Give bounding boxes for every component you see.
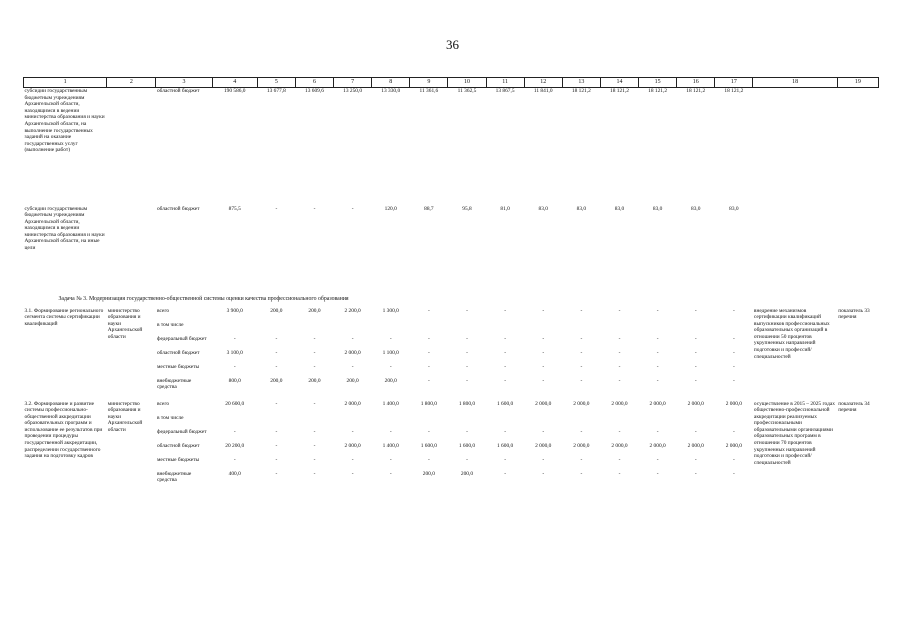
- empty-cell: [107, 206, 156, 292]
- amount-cell: 2 000,0: [649, 400, 666, 407]
- amount-cell: -: [313, 363, 316, 370]
- column-number-header: 11: [486, 78, 524, 88]
- column-number-header: 3: [156, 78, 212, 88]
- amount-cell: 1 600,0: [458, 442, 476, 449]
- amount-cell: -: [466, 307, 468, 314]
- amount-cell: -: [427, 363, 430, 370]
- amount-cell: [372, 415, 410, 429]
- amount-cell: -: [275, 456, 278, 463]
- amount-cell: -: [618, 456, 621, 463]
- amount-cell: 20 600,0: [225, 400, 245, 407]
- amount-cell: [639, 322, 677, 336]
- amount-cell: [295, 322, 333, 336]
- amount-cell: 3 100,0: [226, 349, 243, 356]
- amount-cell: -: [694, 377, 697, 384]
- amount-cell: -: [580, 363, 583, 370]
- amount-cell: [600, 415, 638, 429]
- amount-cell: 13 250,0: [343, 88, 363, 94]
- amount-cell: 2 000,0: [725, 442, 742, 449]
- amount-cell: 83,0: [576, 205, 587, 212]
- amount-cell: -: [275, 205, 278, 212]
- amount-cell: 1 600,0: [420, 442, 437, 449]
- amount-cell: -: [618, 307, 621, 314]
- measure-result: осуществление в 2015 – 2025 годах общественно-профессиональной аккредитации реализуемых профессиональными образовательными организациями образовательных программ в отношении 70 процентов укрупненных направлений подготовки и профессий/ специальностей: [753, 400, 835, 466]
- amount-cell: -: [275, 442, 278, 449]
- column-number-header: 2: [107, 78, 156, 88]
- column-number-header: 8: [372, 78, 410, 88]
- amount-cell: -: [389, 428, 392, 435]
- amount-cell: -: [504, 428, 506, 435]
- amount-cell: -: [694, 349, 697, 356]
- amount-cell: -: [466, 428, 468, 435]
- empty-cell: [107, 88, 156, 206]
- amount-cell: -: [694, 363, 697, 370]
- amount-cell: -: [466, 377, 468, 384]
- amount-cell: -: [580, 456, 583, 463]
- column-number-header: 7: [334, 78, 372, 88]
- amount-cell: -: [732, 363, 735, 370]
- table-body: [24, 88, 879, 485]
- amount-cell: [715, 415, 753, 429]
- amount-cell: [677, 322, 715, 336]
- amount-cell: -: [427, 349, 430, 356]
- amount-cell: -: [618, 428, 621, 435]
- amount-cell: 2 000,0: [611, 442, 628, 449]
- amount-cell: 83,0: [538, 205, 548, 212]
- amount-cell: -: [389, 363, 392, 370]
- amount-cell: [334, 322, 372, 336]
- funding-source: областной бюджет: [156, 88, 200, 94]
- amount-cell: -: [542, 428, 545, 435]
- amount-cell: 875,5: [228, 205, 241, 212]
- amount-cell: 2 000,0: [344, 442, 361, 449]
- measure-row: [24, 401, 879, 415]
- amount-cell: 1 800,0: [458, 400, 476, 407]
- amount-cell: [715, 322, 753, 336]
- amount-cell: 2 000,0: [535, 442, 552, 449]
- amount-cell: 18 121,2: [724, 88, 744, 94]
- amount-cell: -: [542, 470, 545, 477]
- funding-source: в том числе: [156, 414, 184, 421]
- amount-cell: [524, 322, 562, 336]
- amount-cell: [524, 415, 562, 429]
- amount-cell: -: [618, 470, 621, 477]
- column-number-header: 1: [24, 78, 107, 88]
- amount-cell: -: [466, 363, 468, 370]
- amount-cell: [372, 322, 410, 336]
- funding-source: местные бюджеты: [156, 363, 200, 370]
- column-number-row: [24, 78, 879, 88]
- amount-cell: [562, 415, 600, 429]
- amount-cell: 11 362,5: [457, 88, 477, 94]
- amount-cell: 2 000,0: [344, 400, 361, 407]
- amount-cell: 200,0: [308, 377, 321, 384]
- amount-cell: -: [732, 456, 735, 463]
- spacer-cell: [24, 392, 879, 401]
- measure-executor: министерство образования и науки Архангельской области: [107, 307, 143, 340]
- amount-cell: -: [542, 335, 545, 342]
- amount-cell: 2 000,0: [687, 400, 704, 407]
- amount-cell: -: [275, 363, 278, 370]
- amount-cell: -: [656, 377, 659, 384]
- column-number-header: 9: [410, 78, 448, 88]
- page-number: 36: [446, 37, 459, 52]
- amount-cell: -: [313, 428, 316, 435]
- amount-cell: 2 000,0: [573, 442, 590, 449]
- subsidy-row: [24, 206, 879, 292]
- amount-cell: [448, 322, 486, 336]
- amount-cell: -: [580, 428, 583, 435]
- funding-source: всего: [156, 400, 170, 407]
- amount-cell: -: [351, 456, 354, 463]
- amount-cell: -: [580, 307, 583, 314]
- amount-cell: 200,0: [384, 377, 397, 384]
- amount-cell: -: [275, 470, 278, 477]
- amount-cell: -: [618, 377, 621, 384]
- column-number-header: 15: [639, 78, 677, 88]
- column-number-header: 6: [295, 78, 333, 88]
- amount-cell: [410, 415, 448, 429]
- amount-cell: 200,0: [270, 307, 283, 314]
- amount-cell: [639, 415, 677, 429]
- funding-source: областной бюджет: [156, 205, 200, 212]
- amount-cell: -: [389, 335, 392, 342]
- amount-cell: [600, 322, 638, 336]
- amount-cell: -: [351, 363, 354, 370]
- amount-cell: -: [694, 470, 697, 477]
- amount-cell: -: [542, 307, 545, 314]
- amount-cell: 83,0: [691, 205, 701, 212]
- funding-source: всего: [156, 307, 170, 314]
- funding-source: местные бюджеты: [156, 456, 200, 463]
- funding-source: внебюджетные средства: [156, 470, 192, 484]
- column-number-header: 14: [600, 78, 638, 88]
- amount-cell: -: [313, 205, 316, 212]
- amount-cell: 200,0: [308, 307, 321, 314]
- amount-cell: 1 800,0: [420, 400, 437, 407]
- amount-cell: -: [504, 363, 506, 370]
- amount-cell: 18 121,2: [648, 88, 668, 94]
- subsidy-label: субсидии государственным бюджетным учреждениям Архангельской области, находящимся в ведении министерства образования и науки Архангельской области, на иные цели: [24, 205, 105, 252]
- amount-cell: -: [656, 335, 659, 342]
- amount-cell: -: [694, 335, 697, 342]
- subsidy-row: [24, 88, 879, 206]
- amount-cell: -: [427, 307, 430, 314]
- measure-title: 3.2. Формирование и развитие системы профессионально-общественной аккредитации образовательных программ и использование ее результатов при проведении процедуры государственной аккредитации, распределении государственного задания на подготовку кадров: [24, 400, 103, 460]
- funding-source: федеральный бюджет: [156, 335, 207, 342]
- amount-cell: [212, 322, 257, 336]
- amount-cell: -: [313, 349, 316, 356]
- amount-cell: -: [504, 349, 506, 356]
- amount-cell: [677, 415, 715, 429]
- amount-cell: -: [656, 307, 659, 314]
- amount-cell: -: [351, 205, 354, 212]
- amount-cell: -: [351, 428, 354, 435]
- amount-cell: 95,8: [462, 205, 472, 212]
- funding-source: внебюджетные средства: [156, 377, 192, 391]
- task-heading: Задача № 3. Модернизация государственно-общественной системы оценки качества профессионального образования: [58, 296, 349, 303]
- amount-cell: -: [580, 335, 583, 342]
- amount-cell: 2 000,0: [649, 442, 666, 449]
- amount-cell: -: [732, 377, 735, 384]
- amount-cell: -: [466, 349, 468, 356]
- amount-cell: 1 400,0: [382, 400, 399, 407]
- amount-cell: [410, 322, 448, 336]
- amount-cell: -: [732, 307, 735, 314]
- funding-source: федеральный бюджет: [156, 428, 207, 435]
- amount-cell: 400,0: [228, 470, 241, 477]
- amount-cell: [562, 322, 600, 336]
- amount-cell: [486, 322, 524, 336]
- amount-cell: -: [275, 400, 278, 407]
- amount-cell: 13 867,5: [495, 88, 515, 94]
- amount-cell: -: [580, 470, 583, 477]
- column-number-header: 18: [753, 78, 837, 88]
- amount-cell: -: [580, 349, 583, 356]
- amount-cell: [295, 415, 333, 429]
- amount-cell: 83,0: [729, 205, 739, 212]
- amount-cell: -: [275, 335, 278, 342]
- amount-cell: -: [656, 363, 659, 370]
- amount-cell: -: [504, 377, 506, 384]
- amount-cell: [257, 322, 295, 336]
- amount-cell: 120,0: [384, 205, 397, 212]
- amount-cell: 1 100,0: [382, 349, 399, 356]
- amount-cell: 2 000,0: [535, 400, 552, 407]
- amount-cell: -: [656, 456, 659, 463]
- amount-cell: -: [504, 456, 506, 463]
- measure-row: [24, 308, 879, 322]
- amount-cell: [257, 415, 295, 429]
- amount-cell: [448, 415, 486, 429]
- amount-cell: 190 586,0: [223, 88, 246, 94]
- column-number-header: 4: [212, 78, 257, 88]
- amount-cell: -: [694, 428, 697, 435]
- amount-cell: 13 330,0: [381, 88, 401, 94]
- amount-cell: -: [275, 428, 278, 435]
- amount-cell: -: [542, 377, 545, 384]
- amount-cell: -: [542, 349, 545, 356]
- amount-cell: 1 600,0: [497, 442, 514, 449]
- column-number-header: 17: [715, 78, 753, 88]
- funding-source: в том числе: [156, 321, 184, 328]
- funding-source: областной бюджет: [156, 442, 200, 449]
- empty-cell: [753, 206, 837, 292]
- amount-cell: 18 121,2: [686, 88, 706, 94]
- amount-cell: -: [466, 335, 468, 342]
- amount-cell: 13 677,8: [266, 88, 286, 94]
- amount-cell: 18 121,2: [571, 88, 591, 94]
- amount-cell: 3 900,0: [226, 307, 243, 314]
- amount-cell: 2 000,0: [687, 442, 704, 449]
- task-heading-row: [24, 292, 879, 308]
- amount-cell: -: [275, 349, 278, 356]
- empty-cell: [837, 206, 878, 292]
- empty-cell: [837, 88, 878, 206]
- amount-cell: -: [313, 335, 316, 342]
- amount-cell: 88,7: [424, 205, 434, 212]
- amount-cell: -: [427, 335, 430, 342]
- amount-cell: -: [313, 456, 316, 463]
- amount-cell: -: [313, 400, 316, 407]
- amount-cell: -: [542, 363, 545, 370]
- row-spacer: [24, 392, 879, 401]
- measure-indicator: показатель 33 перечня: [838, 307, 870, 321]
- amount-cell: -: [233, 456, 236, 463]
- measure-indicator: показатель 34 перечня: [838, 400, 870, 414]
- amount-cell: -: [656, 428, 659, 435]
- amount-cell: -: [618, 349, 621, 356]
- amount-cell: -: [618, 363, 621, 370]
- amount-cell: -: [313, 442, 316, 449]
- amount-cell: -: [233, 363, 236, 370]
- column-number-header: 5: [257, 78, 295, 88]
- amount-cell: 2 000,0: [344, 349, 361, 356]
- amount-cell: -: [580, 377, 583, 384]
- amount-cell: 1 400,0: [382, 442, 399, 449]
- amount-cell: 2 000,0: [573, 400, 590, 407]
- amount-cell: -: [504, 470, 506, 477]
- amount-cell: 1 600,0: [497, 400, 514, 407]
- amount-cell: -: [542, 456, 545, 463]
- amount-cell: -: [732, 335, 735, 342]
- amount-cell: -: [233, 428, 236, 435]
- amount-cell: -: [732, 349, 735, 356]
- amount-cell: -: [389, 470, 392, 477]
- measure-executor: министерство образования и науки Архангельской области: [107, 400, 143, 433]
- column-number-header: 16: [677, 78, 715, 88]
- amount-cell: -: [618, 335, 621, 342]
- amount-cell: 13 609,6: [305, 88, 324, 94]
- amount-cell: 11 361,6: [419, 88, 439, 94]
- amount-cell: -: [427, 377, 430, 384]
- amount-cell: 200,0: [346, 377, 359, 384]
- amount-cell: 200,0: [460, 470, 474, 477]
- amount-cell: -: [351, 470, 354, 477]
- measure-title: 3.1. Формирование регионального сегмента системы сертификации квалификаций: [24, 307, 104, 327]
- amount-cell: -: [694, 456, 697, 463]
- amount-cell: 83,0: [614, 205, 625, 212]
- amount-cell: -: [504, 307, 506, 314]
- amount-cell: [486, 415, 524, 429]
- amount-cell: -: [351, 335, 354, 342]
- amount-cell: -: [427, 456, 430, 463]
- amount-cell: 20 200,0: [225, 442, 245, 449]
- amount-cell: -: [233, 335, 236, 342]
- amount-cell: 81,0: [500, 205, 510, 212]
- column-number-header: 12: [524, 78, 562, 88]
- amount-cell: -: [504, 335, 506, 342]
- amount-cell: -: [732, 428, 735, 435]
- amount-cell: -: [656, 470, 659, 477]
- amount-cell: [334, 415, 372, 429]
- amount-cell: 200,0: [270, 377, 283, 384]
- amount-cell: [212, 415, 257, 429]
- amount-cell: -: [389, 456, 392, 463]
- amount-cell: -: [656, 349, 659, 356]
- amount-cell: 2 200,0: [344, 307, 361, 314]
- amount-cell: 18 121,2: [610, 88, 629, 94]
- amount-cell: 200,0: [422, 470, 435, 477]
- amount-cell: -: [732, 470, 735, 477]
- subsidy-label: субсидии государственным бюджетным учреждениям Архангельской области, находящимся в ведении министерства образования и науки Архангельской области, на выполнение государственных заданий на оказание государственных услуг (выполнение работ): [24, 88, 105, 154]
- program-table: [23, 77, 879, 485]
- amount-cell: 2 000,0: [725, 400, 742, 407]
- measure-result: внедрение механизмов сертификации квалификаций выпускников профессиональных образовательных организаций в отношении 50 процентов укрупненных направлений подготовки и профессий/ специальностей: [753, 307, 830, 360]
- column-number-header: 19: [837, 78, 878, 88]
- amount-cell: -: [466, 456, 468, 463]
- column-number-header: 13: [562, 78, 600, 88]
- amount-cell: 83,0: [652, 205, 663, 212]
- amount-cell: -: [313, 470, 316, 477]
- amount-cell: -: [694, 307, 697, 314]
- column-number-header: 10: [448, 78, 486, 88]
- amount-cell: 1 300,0: [382, 307, 399, 314]
- amount-cell: 800,0: [228, 377, 241, 384]
- amount-cell: 2 000,0: [611, 400, 628, 407]
- amount-cell: -: [427, 428, 430, 435]
- amount-cell: 11 841,0: [533, 88, 553, 94]
- empty-cell: [753, 88, 837, 206]
- funding-source: областной бюджет: [156, 349, 200, 356]
